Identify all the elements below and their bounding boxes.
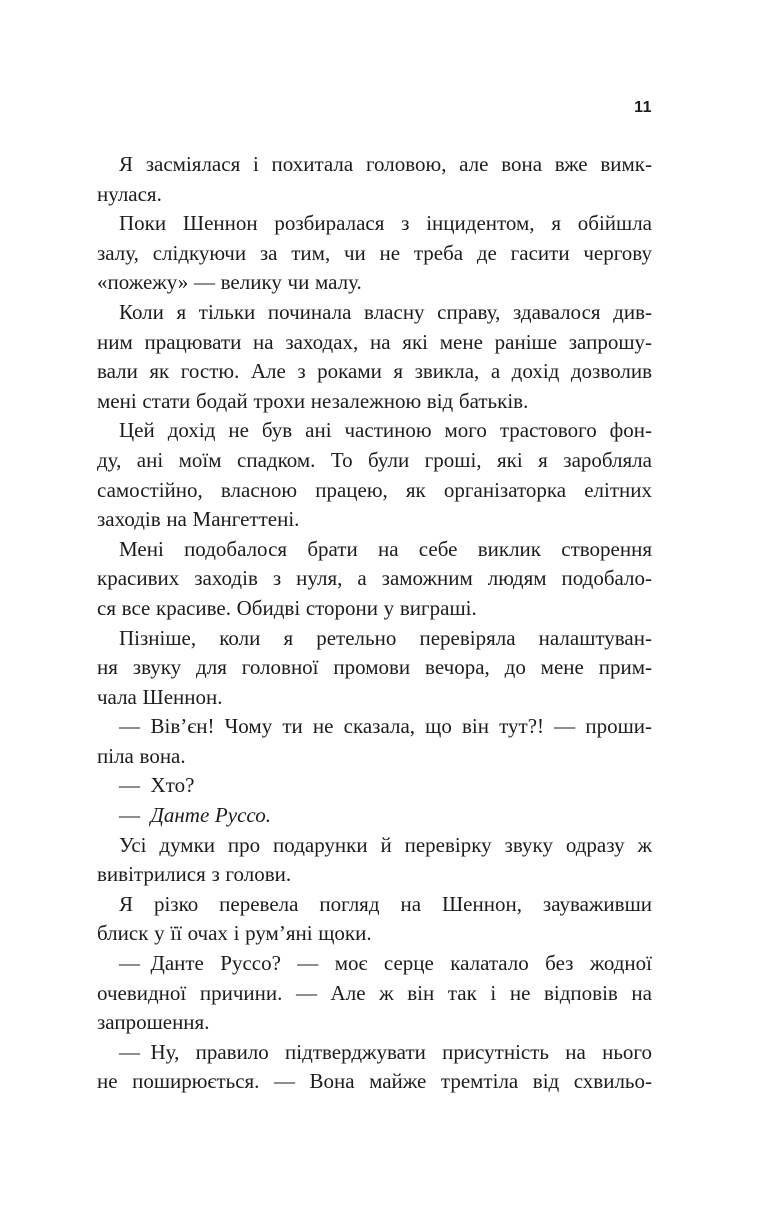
- text-line: [97, 564, 652, 594]
- text-line: [97, 742, 652, 772]
- text-line: [97, 949, 652, 979]
- text-line: [97, 268, 652, 298]
- text-segment: красивих заходів з нуля, а заможним людям подобало-: [97, 566, 652, 591]
- paragraph: [97, 771, 652, 801]
- text-line: [97, 476, 652, 506]
- text-segment: заходів на Мангеттені.: [97, 507, 300, 532]
- text-segment: ду, ані моїм спадком. То були гроші, які я заробляла: [97, 447, 652, 472]
- text-line: [97, 1038, 652, 1068]
- text-line: [97, 890, 652, 920]
- paragraph: [97, 890, 652, 949]
- text-line: [97, 357, 652, 387]
- text-segment: нулася.: [97, 181, 162, 206]
- paragraph: [97, 209, 652, 298]
- text-line: [97, 683, 652, 713]
- text-segment: — Хто?: [119, 773, 195, 798]
- text-line: [97, 1008, 652, 1038]
- text-line: [97, 209, 652, 239]
- text-segment: очевидної причини. — Але ж він так і не відповів на: [97, 980, 652, 1005]
- text-line: [97, 979, 652, 1009]
- paragraph: [97, 1038, 652, 1097]
- paragraph: [97, 150, 652, 209]
- text-segment: піла вона.: [97, 743, 186, 768]
- text-segment: — Вів’єн! Чому ти не сказала, що він тут?! — проши-: [119, 714, 652, 739]
- text-segment: чала Шеннон.: [97, 684, 223, 709]
- text-segment: запрошення.: [97, 1010, 210, 1035]
- text-segment: вали як гостю. Але з роками я звикла, а дохід дозволив: [97, 359, 652, 384]
- paragraph: [97, 624, 652, 713]
- body-text: [97, 150, 652, 1097]
- text-line: [97, 416, 652, 446]
- paragraph: [97, 831, 652, 890]
- text-line: [97, 594, 652, 624]
- paragraph: [97, 801, 652, 831]
- text-line: [97, 298, 652, 328]
- paragraph: [97, 712, 652, 771]
- text-line: [97, 712, 652, 742]
- text-line: [97, 505, 652, 535]
- text-segment: Цей дохід не був ані частиною мого трастового фон-: [119, 418, 652, 443]
- italic-text: Данте Руссо.: [150, 803, 271, 828]
- paragraph: [97, 949, 652, 1038]
- text-segment: ня звуку для головної промови вечора, до мене прим-: [97, 655, 652, 680]
- text-line: [97, 831, 652, 861]
- text-line: [97, 180, 652, 210]
- text-segment: блиск у її очах і рум’яні щоки.: [97, 921, 372, 946]
- text-segment: Я засміялася і похитала головою, але вона вже вимк-: [119, 152, 652, 176]
- text-segment: — Ну, правило підтверджувати присутність на нього: [119, 1039, 652, 1064]
- text-line: [97, 150, 652, 180]
- paragraph: [97, 298, 652, 416]
- text-segment: Коли я тільки починала власну справу, здавалося див-: [119, 299, 652, 324]
- text-line: [97, 919, 652, 949]
- text-line: [97, 801, 652, 831]
- text-line: [97, 624, 652, 654]
- text-segment: не поширюється. — Вона майже тремтіла від схвильо-: [97, 1069, 652, 1094]
- paragraph: [97, 535, 652, 624]
- text-segment: Я різко перевела погляд на Шеннон, зауваживши: [119, 891, 652, 916]
- text-line: [97, 535, 652, 565]
- text-line: [97, 239, 652, 269]
- text-segment: —: [119, 803, 151, 828]
- text-segment: Усі думки про подарунки й перевірку звуку одразу ж: [119, 832, 652, 857]
- text-segment: вивітрилися з голови.: [97, 862, 292, 887]
- text-segment: ним працювати на заходах, на які мене раніше запрошу-: [97, 329, 652, 354]
- page-number: 11: [634, 99, 652, 116]
- text-segment: — Данте Руссо? — моє серце калатало без жодної: [119, 951, 652, 976]
- text-segment: «пожежу» — велику чи малу.: [97, 270, 362, 295]
- text-line: [97, 446, 652, 476]
- text-line: [97, 387, 652, 417]
- text-segment: Поки Шеннон розбиралася з інцидентом, я обійшла: [119, 211, 652, 236]
- text-line: [97, 328, 652, 358]
- text-line: [97, 653, 652, 683]
- text-line: [97, 1067, 652, 1097]
- text-segment: ся все красиве. Обидві сторони у виграші.: [97, 595, 477, 620]
- text-segment: самостійно, власною працею, як організаторка елітних: [97, 477, 652, 502]
- text-segment: Мені подобалося брати на себе виклик створення: [119, 536, 652, 561]
- text-line: [97, 771, 652, 801]
- paragraph: [97, 416, 652, 534]
- text-segment: мені стати бодай трохи незалежною від батьків.: [97, 388, 529, 413]
- text-segment: Пізніше, коли я ретельно перевіряла налаштуван-: [119, 625, 652, 650]
- text-segment: залу, слідкуючи за тим, чи не треба де гасити чергову: [97, 240, 652, 265]
- text-line: [97, 860, 652, 890]
